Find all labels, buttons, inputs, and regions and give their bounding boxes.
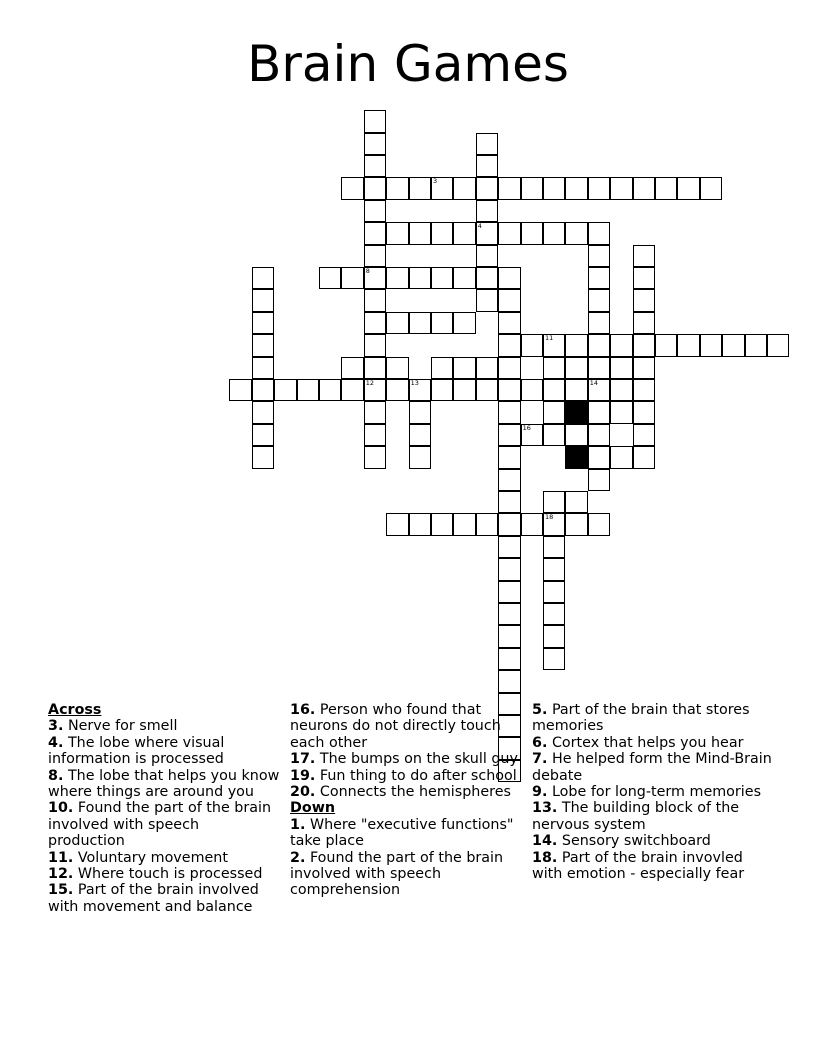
clue-item-number: 4.	[48, 734, 64, 751]
clue-item-number: 1.	[290, 816, 306, 833]
grid-cell[interactable]	[319, 267, 341, 289]
grid-cell[interactable]	[633, 379, 655, 401]
grid-cell[interactable]	[476, 267, 498, 289]
grid-cell[interactable]	[543, 334, 565, 356]
grid-cell[interactable]	[409, 513, 431, 535]
grid-cell[interactable]	[677, 177, 699, 199]
clue-item-number: 12.	[48, 866, 74, 883]
grid-cell[interactable]	[588, 401, 610, 423]
grid-cell[interactable]	[543, 603, 565, 625]
grid-cell[interactable]	[476, 357, 498, 379]
grid-cell[interactable]	[498, 334, 520, 356]
clue-item	[532, 751, 772, 784]
grid-cell[interactable]	[341, 267, 363, 289]
grid-cell[interactable]	[364, 446, 386, 468]
grid-cell[interactable]	[453, 379, 475, 401]
grid-cell[interactable]	[498, 581, 520, 603]
grid-cell[interactable]	[476, 289, 498, 311]
clue-item-number: 11.	[48, 849, 74, 866]
clue-item	[532, 800, 772, 833]
grid-cell[interactable]	[409, 446, 431, 468]
clue-item-text: The lobe that helps you know where things are around you	[48, 767, 280, 801]
clue-number: 8	[365, 267, 370, 275]
clue-item-number: 20.	[290, 784, 316, 801]
clue-item-text: Nerve for smell	[67, 718, 178, 735]
grid-cell[interactable]	[521, 334, 543, 356]
grid-cell[interactable]	[677, 334, 699, 356]
clue-number: 13	[410, 379, 419, 387]
grid-cell[interactable]	[364, 357, 386, 379]
grid-cell[interactable]	[386, 222, 408, 244]
clue-item	[48, 718, 280, 734]
clue-item-text: Where touch is processed	[77, 866, 263, 883]
grid-cell[interactable]	[633, 267, 655, 289]
grid-cell[interactable]	[543, 357, 565, 379]
grid-cell[interactable]	[521, 513, 543, 535]
clue-item-text: Connects the hemispheres	[319, 784, 511, 801]
grid-cell[interactable]	[588, 312, 610, 334]
clue-number: 3	[433, 177, 438, 186]
grid-cell[interactable]	[588, 177, 610, 199]
grid-cell[interactable]	[767, 334, 789, 356]
down-clue-list	[290, 817, 522, 899]
grid-cell[interactable]	[341, 357, 363, 379]
grid-cell[interactable]	[386, 513, 408, 535]
grid-cell[interactable]	[409, 222, 431, 244]
grid-cell[interactable]	[386, 379, 408, 401]
grid-cell[interactable]	[364, 334, 386, 356]
grid-cell[interactable]	[386, 267, 408, 289]
clue-item-number: 7.	[532, 751, 548, 768]
grid-cell[interactable]	[386, 357, 408, 379]
grid-cell[interactable]	[297, 379, 319, 401]
grid-cell[interactable]	[319, 379, 341, 401]
clue-item	[48, 850, 280, 866]
grid-cell[interactable]	[633, 334, 655, 356]
across-clue-list	[48, 718, 280, 915]
grid-cell[interactable]	[610, 379, 632, 401]
grid-cell[interactable]	[565, 401, 587, 423]
grid-cell[interactable]	[655, 334, 677, 356]
clue-item-text: Part of the brain involved with movement and balance	[48, 882, 259, 915]
down-clue-list-continued	[532, 702, 772, 882]
grid-cell[interactable]	[633, 446, 655, 468]
grid-cell[interactable]	[543, 536, 565, 558]
grid-cell[interactable]	[633, 424, 655, 446]
clue-item-text: Sensory switchboard	[561, 833, 711, 850]
grid-cell[interactable]	[543, 401, 565, 423]
grid-cell[interactable]	[252, 334, 274, 356]
grid-cell[interactable]	[476, 513, 498, 535]
clue-item-text: The lobe where visual information is processed	[48, 734, 225, 768]
clue-item-text: Found the part of the brain involved with speech production	[48, 800, 272, 850]
grid-cell[interactable]	[588, 334, 610, 356]
grid-cell[interactable]	[588, 446, 610, 468]
grid-cell[interactable]	[565, 513, 587, 535]
clue-item-number: 5.	[532, 702, 548, 718]
grid-cell[interactable]	[543, 424, 565, 446]
grid-cell[interactable]	[409, 267, 431, 289]
clue-item	[532, 735, 772, 751]
grid-cell[interactable]	[453, 177, 475, 199]
clue-item-text: Voluntary movement	[77, 849, 228, 866]
grid-cell[interactable]	[476, 177, 498, 199]
grid-cell[interactable]	[498, 379, 520, 401]
page-title: Brain Games	[247, 35, 569, 93]
clue-item-number: 9.	[532, 784, 548, 801]
grid-cell[interactable]	[565, 491, 587, 513]
clue-item	[532, 833, 772, 849]
clue-number: 14	[589, 379, 599, 387]
grid-cell[interactable]	[588, 513, 610, 535]
grid-cell[interactable]	[610, 446, 632, 468]
grid-cell[interactable]	[364, 155, 386, 177]
grid-cell[interactable]	[252, 424, 274, 446]
grid-cell[interactable]	[633, 245, 655, 267]
grid-cell[interactable]	[431, 513, 453, 535]
grid-cell[interactable]	[476, 245, 498, 267]
grid-cell[interactable]	[386, 177, 408, 199]
grid-cell[interactable]	[498, 289, 520, 311]
grid-cell[interactable]	[498, 177, 520, 199]
clue-item-text: Found the part of the brain involved with speech comprehension	[290, 849, 504, 899]
grid-cell[interactable]	[565, 177, 587, 199]
grid-cell[interactable]	[498, 357, 520, 379]
grid-cell[interactable]	[498, 424, 520, 446]
grid-cell[interactable]	[498, 513, 520, 535]
clue-item-number: 13.	[532, 800, 558, 817]
grid-cell[interactable]	[409, 312, 431, 334]
grid-cell[interactable]	[252, 289, 274, 311]
grid-cell[interactable]	[610, 177, 632, 199]
clue-item-number: 2.	[290, 849, 306, 866]
clue-number: 16	[522, 423, 531, 432]
grid-cell[interactable]	[386, 312, 408, 334]
grid-cell[interactable]	[745, 334, 767, 356]
grid-cell[interactable]	[498, 401, 520, 423]
clue-number: 11	[545, 334, 554, 343]
grid-cell[interactable]	[498, 222, 520, 244]
grid-cell[interactable]	[252, 446, 274, 468]
clue-item	[290, 768, 522, 784]
clue-item-text: Person who found that neurons do not directly touch each other	[290, 702, 501, 751]
grid-cell[interactable]	[274, 379, 296, 401]
grid-cell[interactable]	[700, 334, 722, 356]
grid-cell[interactable]	[498, 491, 520, 513]
grid-cell[interactable]	[364, 289, 386, 311]
grid-cell[interactable]	[633, 401, 655, 423]
grid-cell[interactable]	[341, 177, 363, 199]
clue-number: 18	[545, 513, 554, 522]
clue-number: 12	[365, 379, 375, 387]
grid-cell[interactable]	[498, 469, 520, 491]
clue-item-number: 10.	[48, 800, 74, 817]
across-heading: Across	[48, 702, 102, 718]
grid-cell[interactable]	[453, 312, 475, 334]
grid-cell[interactable]	[543, 558, 565, 580]
clue-item	[48, 735, 280, 768]
grid-cell[interactable]	[476, 222, 498, 244]
clue-item	[290, 751, 522, 767]
grid-cell[interactable]	[588, 379, 610, 401]
grid-cell[interactable]	[610, 334, 632, 356]
grid-cell[interactable]	[252, 401, 274, 423]
clue-item	[532, 850, 772, 883]
grid-cell[interactable]	[252, 357, 274, 379]
grid-cell[interactable]	[476, 200, 498, 222]
grid-cell[interactable]	[543, 491, 565, 513]
grid-cell[interactable]	[588, 222, 610, 244]
grid-cell[interactable]	[453, 357, 475, 379]
grid-cell[interactable]	[476, 155, 498, 177]
grid-cell[interactable]	[633, 357, 655, 379]
grid-cell[interactable]	[610, 401, 632, 423]
grid-cell[interactable]	[431, 312, 453, 334]
grid-cell[interactable]	[521, 222, 543, 244]
clue-item-text: He helped form the Mind-Brain debate	[532, 751, 772, 784]
clue-item	[532, 784, 772, 800]
grid-cell[interactable]	[565, 446, 587, 468]
grid-cell[interactable]	[543, 513, 565, 535]
clue-item-number: 18.	[532, 849, 558, 866]
grid-cell[interactable]	[498, 536, 520, 558]
clue-item-number: 16.	[290, 702, 316, 718]
grid-cell[interactable]	[588, 469, 610, 491]
grid-cell[interactable]	[252, 312, 274, 334]
grid-cell[interactable]	[588, 357, 610, 379]
grid-cell[interactable]	[431, 177, 453, 199]
clue-item	[48, 800, 280, 849]
grid-cell[interactable]	[498, 670, 520, 692]
grid-cell[interactable]	[498, 446, 520, 468]
grid-cell[interactable]	[364, 379, 386, 401]
grid-cell[interactable]	[565, 424, 587, 446]
clue-item-text: Cortex that helps you hear	[551, 734, 744, 751]
clue-item-text: Lobe for long-term memories	[551, 784, 762, 801]
grid-cell[interactable]	[341, 379, 363, 401]
grid-cell[interactable]	[364, 177, 386, 199]
grid-cell[interactable]	[364, 312, 386, 334]
grid-cell[interactable]	[565, 222, 587, 244]
grid-cell[interactable]	[521, 177, 543, 199]
clue-item-number: 15.	[48, 882, 74, 899]
grid-cell[interactable]	[498, 312, 520, 334]
grid-cell[interactable]	[453, 513, 475, 535]
grid-cell[interactable]	[453, 267, 475, 289]
grid-cell[interactable]	[431, 267, 453, 289]
grid-cell[interactable]	[364, 222, 386, 244]
grid-cell[interactable]	[498, 267, 520, 289]
clue-item-text: Part of the brain that stores memories	[532, 702, 750, 735]
grid-cell[interactable]	[588, 424, 610, 446]
grid-cell[interactable]	[409, 177, 431, 199]
clue-item-number: 8.	[48, 767, 64, 784]
grid-cell[interactable]	[565, 357, 587, 379]
clue-item	[48, 768, 280, 801]
grid-cell[interactable]	[588, 267, 610, 289]
clue-number: 4	[477, 222, 482, 231]
clue-item-number: 14.	[532, 833, 558, 850]
grid-cell[interactable]	[364, 267, 386, 289]
grid-cell[interactable]	[431, 357, 453, 379]
grid-cell[interactable]	[364, 200, 386, 222]
grid-cell[interactable]	[588, 289, 610, 311]
grid-cell[interactable]	[588, 245, 610, 267]
clue-item-number: 19.	[290, 767, 316, 784]
down-heading: Down	[290, 800, 336, 817]
clue-item	[290, 702, 522, 751]
grid-cell[interactable]	[364, 245, 386, 267]
grid-cell[interactable]	[700, 177, 722, 199]
grid-cell[interactable]	[655, 177, 677, 199]
clue-item	[532, 702, 772, 735]
clue-item	[290, 817, 522, 850]
grid-cell[interactable]	[543, 177, 565, 199]
grid-cell[interactable]	[521, 424, 543, 446]
clue-item	[48, 866, 280, 882]
clue-column-3	[532, 702, 772, 882]
grid-cell[interactable]	[543, 625, 565, 647]
across-clue-list-continued	[290, 702, 522, 800]
grid-cell[interactable]	[565, 379, 587, 401]
grid-cell[interactable]	[722, 334, 744, 356]
grid-cell[interactable]	[364, 401, 386, 423]
clue-column-2	[290, 702, 522, 899]
grid-cell[interactable]	[498, 625, 520, 647]
grid-cell[interactable]	[610, 357, 632, 379]
clue-item-number: 3.	[48, 718, 64, 735]
clue-item-text: Fun thing to do after school	[319, 767, 517, 784]
clue-item-number: 17.	[290, 751, 316, 768]
grid-cell[interactable]	[409, 401, 431, 423]
grid-cell[interactable]	[521, 379, 543, 401]
clue-item	[48, 882, 280, 915]
grid-cell[interactable]	[364, 133, 386, 155]
grid-cell[interactable]	[543, 581, 565, 603]
grid-cell[interactable]	[476, 379, 498, 401]
clue-item-text: Part of the brain invovled with emotion - especially fear	[532, 849, 745, 883]
grid-cell[interactable]	[431, 222, 453, 244]
grid-cell[interactable]	[409, 424, 431, 446]
clue-item-number: 6.	[532, 734, 548, 751]
clue-item-text: The bumps on the skull guy	[319, 751, 518, 768]
grid-cell[interactable]	[565, 334, 587, 356]
clue-item-text: Where "executive functions" take place	[290, 816, 514, 850]
grid-cell[interactable]	[364, 110, 386, 132]
grid-cell[interactable]	[229, 379, 251, 401]
grid-cell[interactable]	[252, 379, 274, 401]
grid-cell[interactable]	[364, 424, 386, 446]
grid-cell[interactable]	[498, 648, 520, 670]
grid-cell[interactable]	[252, 267, 274, 289]
grid-cell[interactable]	[543, 648, 565, 670]
clue-item	[290, 784, 522, 800]
grid-cell[interactable]	[543, 222, 565, 244]
grid-cell[interactable]	[633, 177, 655, 199]
clue-item-text: The building block of the nervous system	[532, 800, 740, 833]
grid-cell[interactable]	[476, 133, 498, 155]
grid-cell[interactable]	[453, 222, 475, 244]
grid-cell[interactable]	[409, 379, 431, 401]
grid-cell[interactable]	[498, 558, 520, 580]
grid-cell[interactable]	[431, 379, 453, 401]
grid-cell[interactable]	[633, 289, 655, 311]
grid-cell[interactable]	[543, 379, 565, 401]
clue-column-1	[48, 702, 280, 915]
clue-item	[290, 850, 522, 899]
grid-cell[interactable]	[633, 312, 655, 334]
grid-cell[interactable]	[498, 603, 520, 625]
